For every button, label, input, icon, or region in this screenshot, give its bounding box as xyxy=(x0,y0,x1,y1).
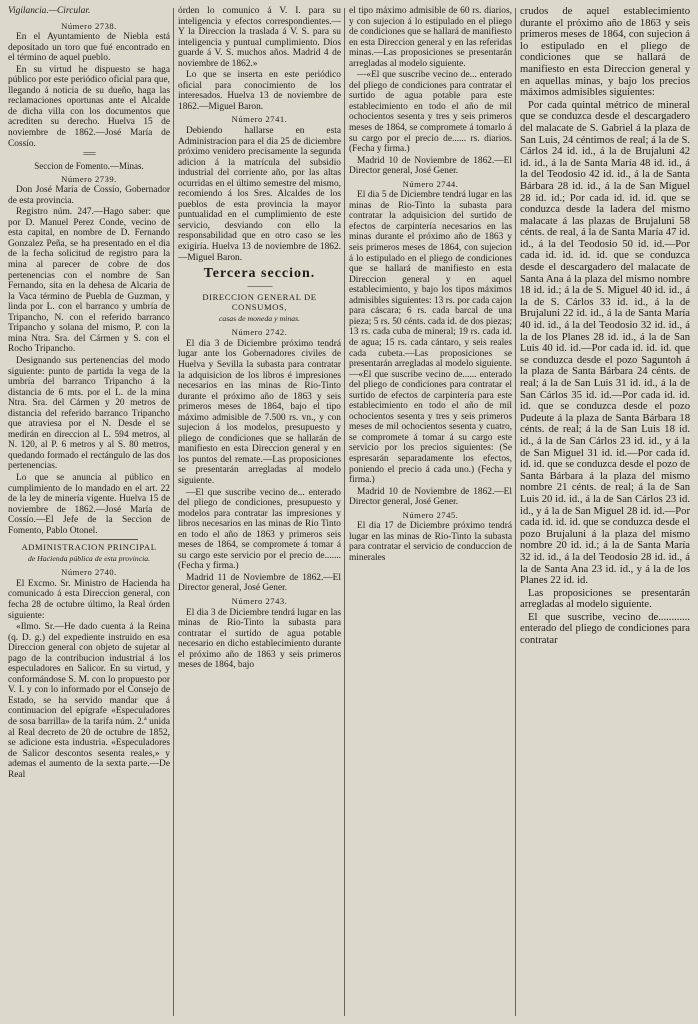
paragraph: Lo que se inserta en este periódico oficial para conocimiento de los interesados. Huelva 13 de noviembre de 1862.—Miguel Baron. xyxy=(178,70,341,112)
column-2 xyxy=(178,6,341,1018)
paragraph: órden lo comunico á V. I. para su inteligencia y efectos correspondientes.—Y la Direccion la traslada á V. S. para su inteligencia y puntual cumplimiento. Dios guarde á V. S. muchos años. Madrid 4 de noviembre de 1862.» xyxy=(178,6,341,69)
paragraph: El que suscribe, vecino de............ enterado del pliego de condiciones para contratar xyxy=(520,611,690,647)
paragraph: Registro núm. 247.—Hago saber: que por D. Manuel Perez Conde, vecino de esta capital, en nombre de D. Fernando Gonzalez Peña, se ha presentado en el dia de la fecha solicitud de registro para la mina al parecer de cobre de dos pertenencias con el nombre de San Fernando, sita en la dehesa de Alcaria de la Vaca término de Puebla de Guzman, y linda por L. con el barranco y umbría de Tripancho, N. con el referido barranco Tripancho y solana del mismo, P. con la mina Ntra. Sra. del Cármen y S. con el Rocho Tripancho. xyxy=(8,207,170,355)
paragraph: Lo que se anuncia al público en cumplimiento de lo mandado en el art. 22 de la ley de minería vigente. Huelva 15 de noviembre de 1862.—José María de Cossío.—El Jefe de la Seccion de Fomento, Pablo Otonel. xyxy=(8,472,170,536)
notice-number: Número 2740. xyxy=(61,567,117,578)
paragraph: Madrid 11 de Noviembre de 1862.—El Director general, José Gener. xyxy=(178,572,341,594)
department-heading: ADMINISTRACION PRINCIPAL xyxy=(21,542,157,553)
paragraph: crudos de aquel establecimiento durante el próximo año de 1863 y seis primeros meses de 1864, con sujecion á lo estipulado en el pliego de condiciones que se hallará de manifiesto en esta Direccion general y en aquellas minas, y bajo los precios máximos admisibles siguientes: xyxy=(520,6,690,99)
notice-number: Número 2744. xyxy=(402,178,459,189)
paragraph: Madrid 10 de Noviembre de 1862.—El Director general, José Gener. xyxy=(349,155,512,177)
section-title: Seccion de Fomento.—Minas. xyxy=(34,161,144,172)
department-subheading: de Hacienda pública de esta provincia. xyxy=(27,553,151,563)
column-3 xyxy=(349,6,512,1018)
notice-number: Número 2745. xyxy=(402,509,459,520)
column-4 xyxy=(520,6,690,1018)
notice-number: Número 2743. xyxy=(231,595,288,606)
ornament-rule: ——— xyxy=(247,280,272,291)
paragraph: En su virtud he dispuesto se haga público por este periódico oficial para que, llegando á noticia de su dueño, haga las reclamaciones oportunas ante el Alcalde de dicha villa con los documentos que acrediten su derecho. Huelva 15 de noviembre de 1862.—José María de Cossío. xyxy=(8,64,170,149)
column-divider xyxy=(515,8,516,1016)
column-1 xyxy=(8,6,170,1018)
ornament-rule: === xyxy=(82,149,96,160)
paragraph: el tipo máximo admisible de 60 rs. diarios, y con sujecion á lo estipulado en el pliego de condiciones que se hallará de manifiesto en esta Direccion general y en las referidas minas.—Las proposiciones se presentarán arregladas al modelo siguiente. xyxy=(349,6,512,69)
paragraph: —El que suscribe vecino de... enterado del pliego de condiciones, presupuesto y modelos para contratar las impresiones y libros necesarios en las minas de Rio Tinto en todo el año de 1863 y primeros seis meses de 1864, se compromete á tomar á su cargo este servicio por el precio de....... (Fecha y firma.) xyxy=(178,487,341,572)
department-subheading: casas de moneda y minas. xyxy=(218,313,301,323)
separator-rule xyxy=(40,539,137,540)
running-header: Vigilancia.—Circular. xyxy=(8,6,91,16)
section-heading: Tercera seccion. xyxy=(203,266,316,282)
notice-number: Número 2739. xyxy=(61,173,117,184)
paragraph: El dia 3 de Diciembre próximo tendrá lugar ante los Gobernadores civiles de Huelva y Sevilla la subasta para contratar la adquisicion de los libros é impresiones necesarios en las minas de Rio-Tinto durante el próximo año de 1863 y seis primeros meses de 1864, bajo el tipo máximo admisible de 7.500 rs. vn., y con sujecion á los modelos, presupuesto y pliego de condiciones que se hallarán de manifiesto en esta Direccion general y en los puntos del remate.—Las proposiciones se presentarán arregladas al modelo siguiente. xyxy=(178,338,341,486)
notice-number: Número 2742. xyxy=(231,327,288,338)
notice-number: Número 2741. xyxy=(231,114,288,125)
paragraph: Madrid 10 de Noviembre de 1862.—El Director general, José Gener. xyxy=(349,486,512,508)
department-heading: DIRECCION GENERAL DE CONSUMOS, xyxy=(202,291,317,313)
paragraph: En el Ayuntamiento de Niebla está depositado un toro que fué encontrado en el término de aquel pueblo. xyxy=(8,32,170,64)
paragraph: El dia 17 de Diciembre próximo tendrá lugar en las minas de Rio-Tinto la subasta para contratar el servicio de conduccion de minerales xyxy=(349,521,512,563)
column-divider xyxy=(173,8,174,1016)
paragraph: «Ilmo. Sr.—He dado cuenta á la Reina (q. D. g.) del expediente instruido en esa Direccion general con objeto de sujetar al pago de la contribucion industrial á los especuladores en Salicor. En su virtud, y conformándose S. M. con lo propuesto por V. I. y con lo informado por el Consejo de Estado, se ha servido mandar que á continuacion del epígrafe «Especuladores de sosa barrilla» de la tarifa núm. 2.ª unida al Real decreto de 20 de octubre de 1852, se adicione esta industria. «Especuladores de Salicor descontos sesenta reales,» y ademas el aumento de la sexta parte.—De Real xyxy=(8,622,170,780)
paragraph: El dia 3 de Diciembre tendrá lugar en las minas de Rio-Tinto la subasta para contratar el surtido de agua potable necesario en dicho establecimiento durante el próximo año de 1863 y seis primeros meses de 1864, bajo xyxy=(178,607,341,671)
column-divider xyxy=(344,8,345,1016)
paragraph: —«El que suscribe vecino de... enterado del pliego de condiciones para contratar el surtido de agua potable para este establecimiento en todo el año de mil ochocientos sesenta y tres y seis primeros meses de 1864, se compromete á tomarlo á su cargo por el precio de...... rs. diarios. (Fecha y firma.) xyxy=(349,70,512,155)
notice-number: Número 2738. xyxy=(61,20,117,31)
paragraph: Las proposiciones se presentarán arregladas al modelo siguiente. xyxy=(520,587,690,611)
paragraph: El dia 5 de Diciembre tendrá lugar en las minas de Rio-Tinto la subasta para contratar la adquisicion del surtido de efectos de carpintería necesarios en las minas durante el próximo año de 1863 y seis primeros meses de 1864, con sujecion á lo estipulado en el pliego de condiciones que se hallará de manifiesto en esta Direccion general y en aquel establecimiento, y bajo los tipos máximos admisibles siguientes: 13 rs. por cada cajon para cáscara; 6 rs. cada barcal de una pieza; 5 rs. 50 cénts. cada id. de dos piezas; 13 rs. cada cuba de mineral; 19 rs. cada id. de agua; 15 rs. cada cántaro, y seis reales cada cubeta.—Las proposiciones se presentarán arregladas al modelo siguiente.—«El que suscribe vecino de...... enterado del pliego de condiciones para contratar el surtido de efectos de carpintería para este establecimiento en todo el año de mil ochocientos sesenta y tres y seis primeros meses de mil ochocientos sesenta y cuatro, se compromete á tomar á su cargo este servicio por los precios siguientes: (Se espresarán separadamente los efectos, poniendo el precio á cada uno.) (Fecha y firma.) xyxy=(349,190,512,486)
paragraph: El Excmo. Sr. Ministro de Hacienda ha comunicado á esta Direccion general, con fecha 28 de octubre último, la Real órden siguiente: xyxy=(8,578,170,621)
paragraph: Debiendo hallarse en esta Administracion para el dia 25 de diciembre próximo venidero precisamente la segunda adicion á la matrícula del subsidio industrial del corriente año, por las altas ocurridas en el último semestre del mismo, recomiendo á los Sres. Alcaldes de los pueblos de esta provincia la mayor puntualidad en el cumplimiento de este servicio, desviando con ello la responsabilidad que en otro caso se les exigiría. Huelva 13 de noviembre de 1862.—Miguel Baron. xyxy=(178,126,341,263)
paragraph: Por cada quintal métrico de mineral que se conduzca desde el descargadero del malacate de S. Gabriel á la plaza de San Luis, 24 céntimos de real; á la de S. Cárlos 24 id. id., á la de Brujaluni 42 id. id., á la de Santa María 48 id. id., á la del Teodosio 42 id. id., á la de Santa Bárbara 28 id. id., á la de San Miguel 28 id. id.; Por cada id. id. id. que se conduzca desde la ladera del mismo malacate á las plazas de Brujaluni 58 cénts. de real, á la de Santa María 47 id. id., á la del Teodosio 50 id. id.—Por cada id. id. id. id. que se conduzca desde el descargadero del malacate de Santa Ana á la plaza del mismo nombre 18 id. id.; á la de S. Miguel 40 id. id., á la de S. Cárlos 33 id. id., á la de Brujaluni 22 id. id., á la de Santa María 40 id. id., á la del Teodosio 32 id. id., á la de los Planes 28 id. id., á la de San Luis 40 id. id.—Por cada id. id. id. que se conduzca desde el pozo Saguntoh á la plaza de Santa Bárbara 24 cénts. de real; á la de San Luis 31 id. id., á la de San Cárlos 35 id. id.—Por cada id. id. id. que se conduzca desde el pozo Pudeute á la plaza de Santa Bárbara 18 cénts. de real; á la de San Luis 18 id. id., á la de San Cárlos 23 id. id., y á la de San Miguel 31 id. id.—Por cada id. id. id. que se conduzca desde el pozo de Santa Bárbara á la plaza del mismo nombre 21 cénts. de real; á la de San Luis 20 id. id., á la de San Cárlos 23 id. id., y á la de San Miguel 28 id. id.—Por cada id. id. id. que se conduzca desde el pozo Brujaluni á la plaza del mismo nombre 20 id. id.; á la de Santa María 32 id. id., á la del Teodosio 28 id. id., á la de Santa Ana 23 id. id., y á la de los Planes 22 id. id. xyxy=(520,99,690,587)
paragraph: Designando sus pertenencias del modo siguiente: punto de partida la vega de la umbría del barranco Tripancho á la distancia de 6 mts. por el L. de la mina Ntra. Sra. del Cármen y 20 metros de distancia del referido barranco Tripancho que atraviesa por el N. Desde el se medirán en direccion al L. 594 metros, al N. 120, al P. 6 metros y al S. 80 metros, quedando formado el rectángulo de las dos pertenencias. xyxy=(8,355,170,472)
paragraph: Don José María de Cossío, Gobernador de esta provincia. xyxy=(8,185,170,206)
